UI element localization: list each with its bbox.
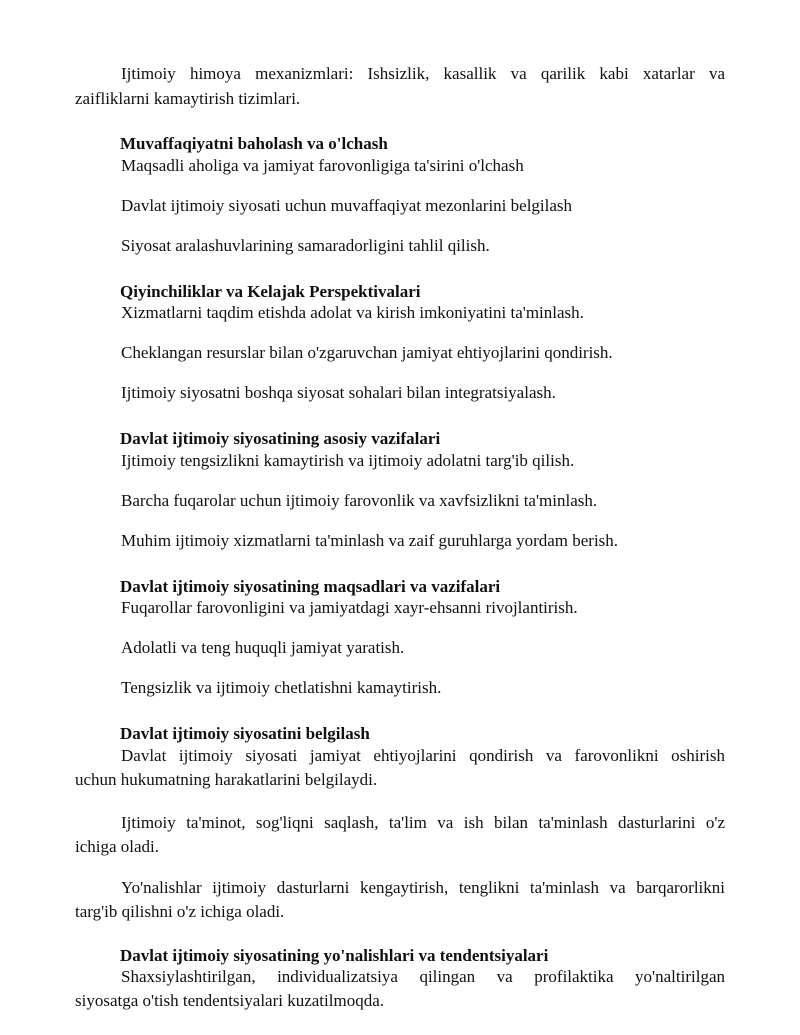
paragraph-line: targ'ib qilishni o'z ichiga oladi. [75,902,285,921]
list-item: Cheklangan resurslar bilan o'zgaruvchan jamiyat ehtiyojlarini qondirish. [121,343,613,362]
list-item: Muhim ijtimoiy xizmatlarni ta'minlash va zaif guruhlarga yordam berish. [121,531,619,550]
list-item: Maqsadli aholiga va jamiyat farovonligiga ta'sirini o'lchash [121,156,524,175]
section-heading: Davlat ijtimoiy siyosatining asosiy vazifalari [120,429,441,448]
list-item: Xizmatlarni taqdim etishda adolat va kirish imkoniyatini ta'minlash. [121,303,584,322]
section-heading: Muvaffaqiyatni baholash va o'lchash [120,134,388,153]
list-item: Siyosat aralashuvlarining samaradorligini tahlil qilish. [121,236,490,255]
section-heading: Davlat ijtimoiy siyosatini belgilash [120,724,370,743]
paragraph-line: Yo'nalishlar ijtimoiy dasturlarni kengaytirish, tenglikni ta'minlash va barqarorlikni [121,878,725,897]
intro-line-2: zaifliklarni kamaytirish tizimlari. [75,89,301,108]
list-item: Ijtimoiy tengsizlikni kamaytirish va ijtimoiy adolatni targ'ib qilish. [121,451,575,470]
section-heading: Qiyinchiliklar va Kelajak Perspektivalari [120,282,421,301]
paragraph-line: Davlat ijtimoiy siyosati jamiyat ehtiyojlarini qondirish va farovonlikni oshirish [121,746,725,765]
intro-line-1: Ijtimoiy himoya mexanizmlari: Ishsizlik, kasallik va qarilik kabi xatarlar va [121,64,725,83]
section-heading: Davlat ijtimoiy siyosatining yo'nalishlari va tendentsiyalari [120,946,549,965]
list-item: Ijtimoiy siyosatni boshqa siyosat sohalari bilan integratsiyalash. [121,383,556,402]
list-item: Adolatli va teng huquqli jamiyat yaratish. [121,638,405,657]
paragraph-line: Shaxsiylashtirilgan, individualizatsiya qilingan va profilaktika yo'naltirilgan [121,967,725,986]
paragraph-line: siyosatga o'tish tendentsiyalari kuzatilmoqda. [75,991,384,1010]
paragraph-line: Ijtimoiy ta'minot, sog'liqni saqlash, ta'lim va ish bilan ta'minlash dasturlarini o'z [121,813,725,832]
paragraph-line: uchun hukumatning harakatlarini belgilaydi. [75,770,378,789]
list-item: Fuqarollar farovonligini va jamiyatdagi xayr-ehsanni rivojlantirish. [121,598,578,617]
section-heading: Davlat ijtimoiy siyosatining maqsadlari va vazifalari [120,577,501,596]
list-item: Davlat ijtimoiy siyosati uchun muvaffaqiyat mezonlarini belgilash [121,196,573,215]
list-item: Barcha fuqarolar uchun ijtimoiy farovonlik va xavfsizlikni ta'minlash. [121,491,598,510]
paragraph-line: ichiga oladi. [75,837,160,856]
list-item: Tengsizlik va ijtimoiy chetlatishni kamaytirish. [121,678,442,697]
